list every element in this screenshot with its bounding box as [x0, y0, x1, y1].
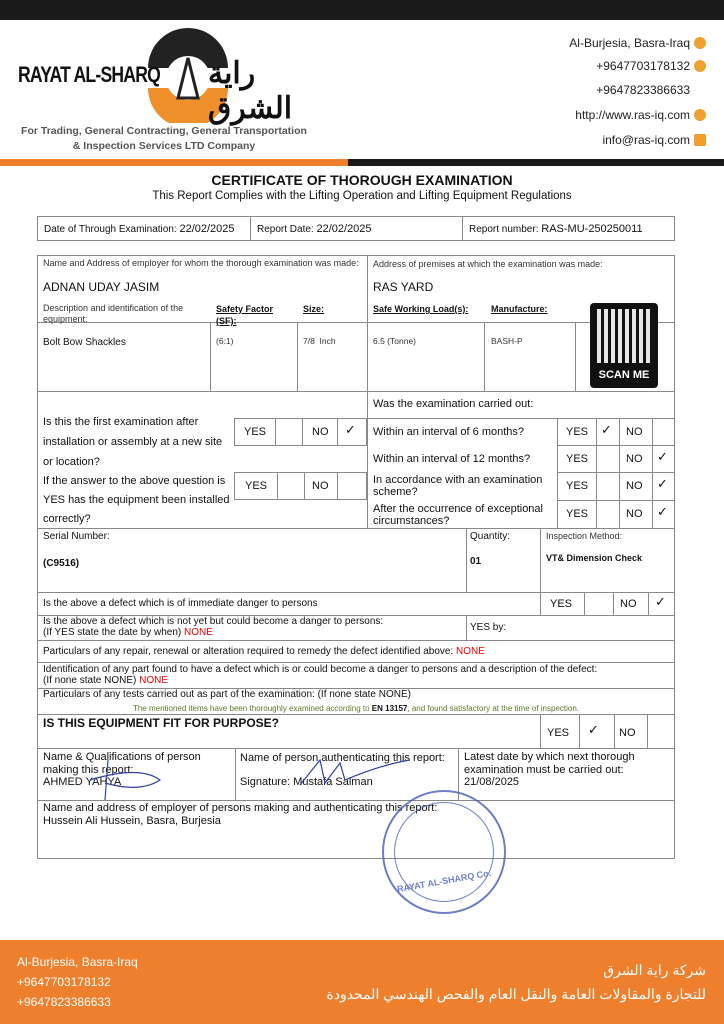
no-label: NO: [626, 480, 643, 492]
person-label: Name & Qualifications of person making this report:: [43, 751, 201, 776]
identification-line2: (If none state NONE): [43, 675, 137, 686]
immediate-danger-label: Is the above a defect which is of immediate danger to persons: [43, 598, 318, 609]
yes-label: YES: [566, 480, 589, 492]
fit-no: NO: [619, 727, 636, 739]
tagline-line2: & Inspection Services LTD Company: [72, 140, 256, 152]
not-yet-danger: [43, 616, 383, 638]
scan-me-label: SCAN ME: [598, 369, 650, 381]
first-no: NO: [312, 426, 329, 438]
serial-value: (C9516): [43, 558, 80, 569]
check-icon[interactable]: ✓: [345, 422, 356, 437]
page-title: CERTIFICATE OF THOROUGH EXAMINATION: [211, 172, 513, 188]
employer-label: Name and Address of employer for whom the thorough examination was made:: [43, 258, 359, 268]
identification-line1: Identification of any part found to have a defect which is or could become a danger to persons and a description of the defect:: [43, 664, 598, 675]
quantity-value: 01: [470, 556, 482, 567]
premises-label: Address of premises at which the examination was made:: [373, 259, 603, 269]
description-value: Bolt Bow Shackles: [43, 337, 126, 348]
swl-value: 6.5 (Tonne): [373, 336, 416, 346]
employer-persons-label: Name and address of employer of persons making and authenticating this report:: [43, 802, 438, 814]
divider-orange: [0, 159, 348, 166]
yes-label: YES: [566, 508, 589, 520]
top-bar: [0, 0, 724, 20]
serial-label: Serial Number:: [43, 531, 110, 542]
divider-dark: [348, 159, 724, 166]
repair-value: NONE: [456, 646, 485, 657]
no-label: NO: [626, 508, 643, 520]
yes-label: YES: [566, 453, 589, 465]
contact-address: [569, 36, 706, 50]
footer: [0, 940, 724, 1024]
exam-date: Date of Through Examination: 22/02/2025: [44, 223, 235, 235]
tagline-line1: For Trading, General Contracting, General Transportation: [21, 125, 307, 137]
scheme-label: In accordance with an examination scheme?: [373, 474, 543, 498]
yes-by-label: YES by:: [470, 622, 507, 633]
method-label: Inspection Method:: [546, 531, 623, 541]
signature-marks: [80, 755, 420, 805]
employer-persons: [43, 802, 437, 828]
carried-out-label: Was the examination carried out:: [373, 398, 534, 410]
address-text: Al-Burjesia, Basra-Iraq: [569, 36, 690, 50]
contact-email: [602, 133, 706, 147]
interval-6-label: Within an interval of 6 months?: [373, 426, 525, 438]
no-label: NO: [620, 598, 637, 610]
quantity-label: Quantity:: [470, 531, 511, 542]
yes-label: YES: [566, 426, 589, 438]
identification-value: NONE: [139, 675, 169, 686]
report-date: Report Date: 22/02/2025: [257, 223, 372, 235]
contact-phone2: [596, 83, 690, 97]
check-icon[interactable]: ✓: [657, 476, 668, 491]
auth-label: Name of person authenticating this report:: [240, 752, 445, 764]
location-pin-icon: [694, 37, 706, 49]
employer-value: ADNAN UDAY JASIM: [43, 280, 160, 294]
company-stamp: [382, 790, 506, 914]
person-value: AHMED YAHYA: [43, 776, 122, 788]
identification-row: [43, 664, 597, 686]
no-label: NO: [626, 453, 643, 465]
sf-label: Safety Factor (SF):: [216, 304, 274, 326]
globe-icon: [694, 109, 706, 121]
check-icon[interactable]: ✓: [655, 594, 666, 609]
interval-12-label: Within an interval of 12 months?: [373, 453, 531, 465]
footer-address: Al-Burjesia, Basra-Iraq: [17, 955, 138, 969]
check-icon[interactable]: ✓: [601, 422, 612, 437]
tests-note-text: The mentioned items have been thoroughly examined according to: [132, 704, 370, 713]
logo-text-ar: راية الشرق: [208, 57, 293, 125]
contact-website: [575, 108, 706, 122]
employer-persons-value: Hussein Ali Hussein, Basra, Burjesia: [43, 815, 221, 827]
footer-arabic: [326, 958, 706, 1006]
website-link[interactable]: http://www.ras-iq.com: [575, 108, 690, 122]
next-exam-label: Latest date by which next thorough examination must be carried out:: [464, 751, 635, 776]
not-yet-value: NONE: [184, 627, 213, 638]
email-link[interactable]: info@ras-iq.com: [602, 133, 690, 147]
not-yet-line1: Is the above a defect which is not yet but could become a danger to persons:: [43, 616, 384, 627]
auth-value: Signature: Mustafa Salman: [240, 776, 373, 788]
qr-pattern-icon: [597, 309, 651, 363]
first-exam-question: Is this the first examination after installation or assembly at a new site or location?: [43, 416, 223, 468]
phone-icon: [694, 60, 706, 72]
installed-question: If the answer to the above question is YES has the equipment been installed correctly?: [43, 475, 230, 525]
fit-yes: YES: [547, 727, 570, 739]
tests-note-end: , and found satisfactory at the time of inspection.: [407, 704, 580, 713]
method-value: VT& Dimension Check: [546, 553, 643, 563]
size-value: 7/8 Inch: [303, 336, 336, 346]
contact-phone1: [596, 59, 706, 73]
description-label: Description and identification of the equipment:: [43, 303, 184, 324]
premises-value: RAS YARD: [373, 280, 434, 294]
exceptional-label: After the occurrence of exceptional circumstances?: [373, 503, 543, 527]
installed-no: NO: [312, 480, 329, 492]
check-icon[interactable]: ✓: [657, 449, 668, 464]
repair-label: Particulars of any repair, renewal or alteration required to remedy the defect identified above:: [43, 646, 454, 657]
no-label: NO: [626, 426, 643, 438]
stamp-text: RAYAT AL-SHARQ Co.: [396, 867, 492, 895]
phone2-text: +9647823386633: [596, 83, 690, 97]
page-subtitle: This Report Complies with the Lifting Operation and Lifting Equipment Regulations: [152, 190, 572, 202]
fit-for-purpose-label: IS THIS EQUIPMENT FIT FOR PURPOSE?: [43, 716, 280, 730]
footer-phone2: +9647823386633: [17, 995, 111, 1009]
mail-icon: [694, 134, 706, 146]
check-icon[interactable]: ✓: [657, 504, 668, 519]
report-number: Report number: RAS-MU-250250011: [469, 223, 643, 235]
not-yet-line2: (If YES state the date by when): [43, 627, 182, 638]
repair-row: [43, 646, 485, 658]
footer-arabic-name: شركة راية الشرق: [603, 962, 706, 978]
tests-label: Particulars of any tests carried out as part of the examination: (If none state NONE): [43, 689, 411, 700]
swl-label: Safe Working Load(s):: [373, 304, 469, 314]
yes-label: YES: [550, 598, 573, 610]
check-icon[interactable]: ✓: [588, 722, 599, 737]
size-label: Size:: [303, 304, 325, 314]
tagline: [14, 124, 314, 154]
phone1-text: +9647703178132: [596, 59, 690, 73]
next-exam: [464, 751, 669, 789]
installed-yes: YES: [245, 480, 268, 492]
footer-phone1: +9647703178132: [17, 975, 111, 989]
manufacture-value: BASH-P: [491, 336, 523, 346]
manufacture-label: Manufacture:: [491, 304, 548, 314]
sf-value: (6:1): [216, 336, 234, 346]
qr-code[interactable]: [590, 303, 658, 388]
logo-text-en: RAYAT AL-SHARQ: [18, 62, 161, 87]
footer-contact: [17, 952, 138, 1012]
company-logo: [18, 28, 318, 123]
next-exam-date: 21/08/2025: [464, 776, 520, 788]
tests-standard: EN 13157: [371, 704, 408, 713]
first-yes: YES: [244, 426, 267, 438]
footer-arabic-desc: للتجارة والمقاولات العامة والنقل العام والفحص الهندسي المحدودة: [326, 986, 706, 1002]
